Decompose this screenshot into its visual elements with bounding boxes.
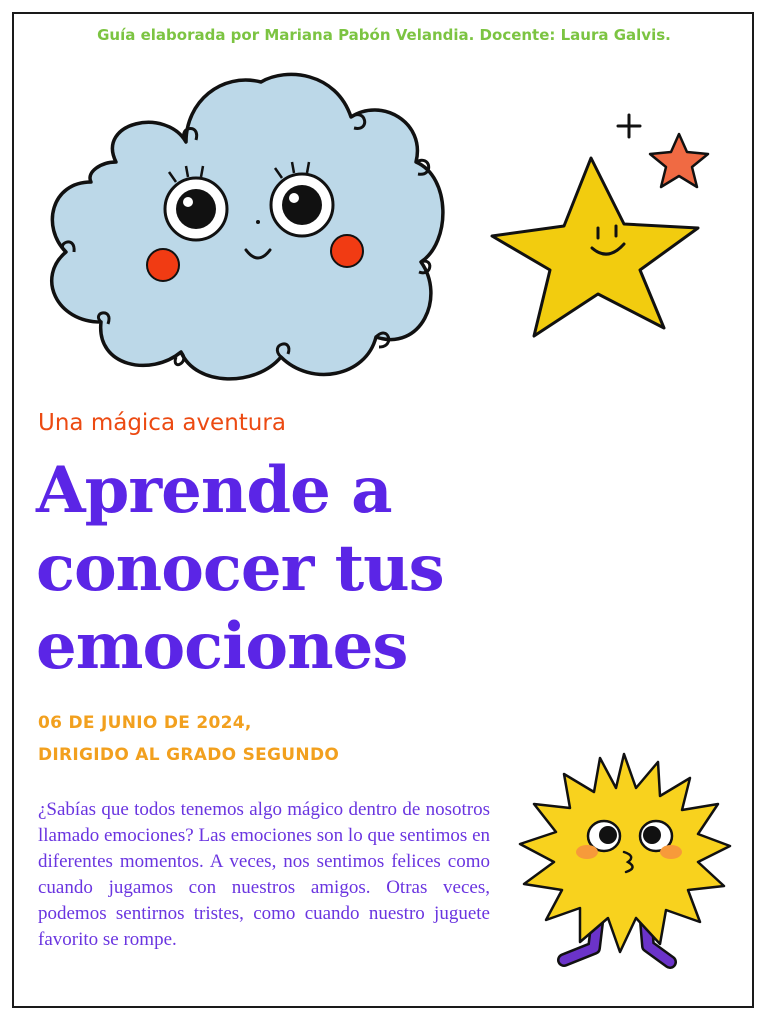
- credit-line: Guía elaborada por Mariana Pabón Velandia. Docente: Laura Galvis.: [97, 26, 671, 44]
- title-line: Aprende a: [36, 453, 392, 528]
- title-line: conocer tus: [36, 531, 444, 606]
- subtitle: Una mágica aventura: [38, 410, 286, 436]
- smiling-star-icon: [486, 152, 706, 342]
- audience-line: DIRIGIDO AL GRADO SEGUNDO: [38, 745, 340, 765]
- intro-paragraph: ¿Sabías que todos tenemos algo mágico dentro de nosotros llamado emociones? Las emociones son lo que sentimos en diferentes momentos. A veces, nos sentimos felices como cuando jugamos con nuestros amigos. Otras veces, podemos sentirnos tristes, como cuando nuestro juguete favorito se rompe.: [38, 799, 490, 950]
- sparkle-plus-icon: [615, 112, 643, 140]
- page-title: [36, 452, 636, 686]
- title-line: emociones: [36, 609, 408, 684]
- smiling-cloud-icon: [36, 62, 450, 390]
- date-line: 06 DE JUNIO DE 2024,: [38, 713, 252, 733]
- pouting-sun-character-icon: [512, 748, 738, 978]
